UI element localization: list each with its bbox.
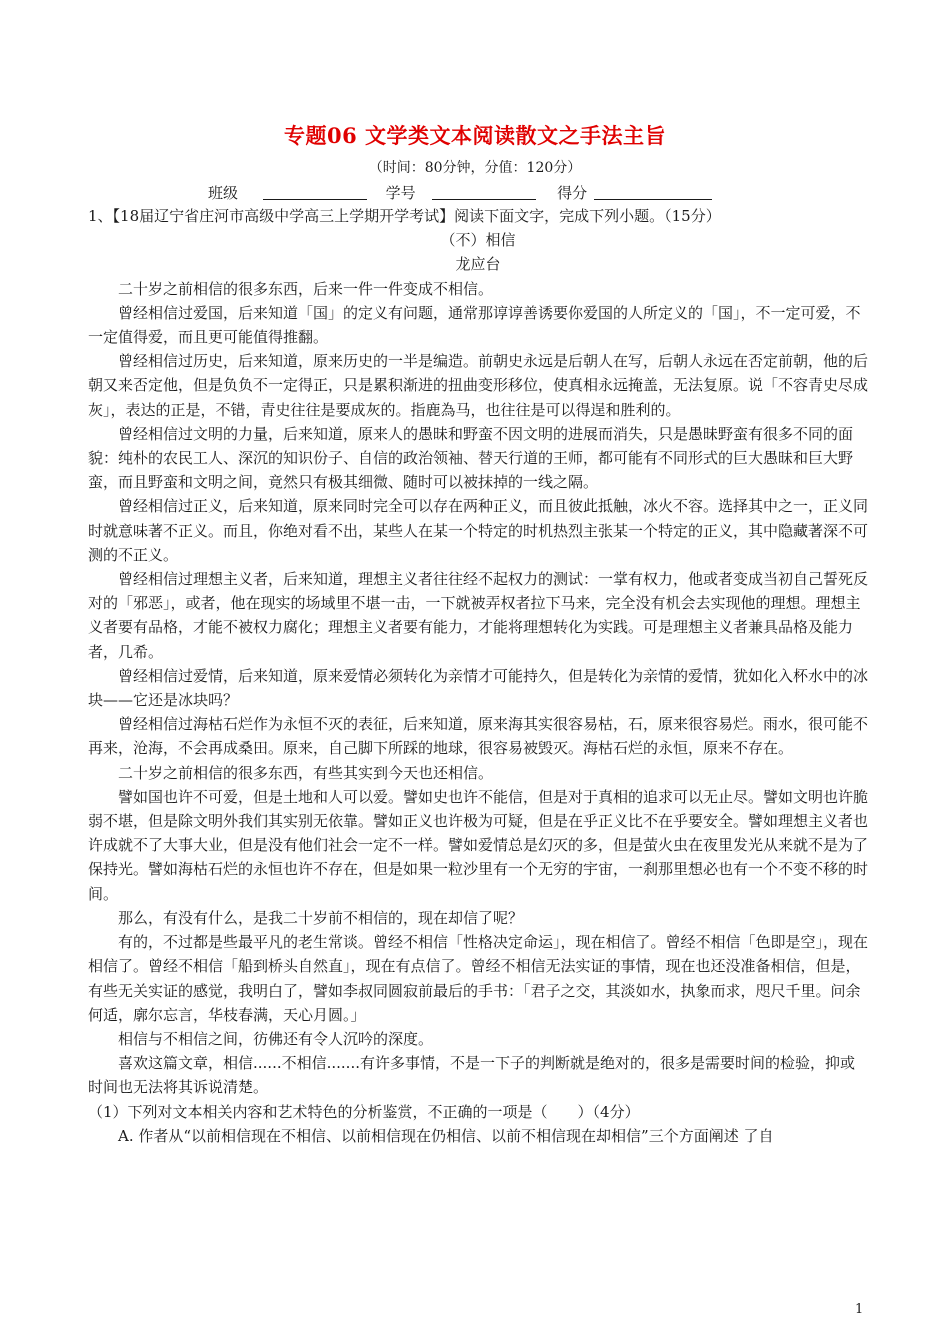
- paragraph: 譬如国也许不可爱，但是土地和人可以爱。譬如史也许不能信，但是对于真相的追求可以无止尽。譬如文明也许脆弱不堪，但是除文明外我们其实别无依靠。譬如正义也许极为可疑，但是在乎正义比不在乎要安全。譬如理想主义者也许成就不了大事大业，但是没有他们社会一定不一样。譬如爱情总是幻灭的多，但是萤火虫在夜里发光从来就不是为了保持光。譬如海枯石烂的永恒也许不存在，但是如果一粒沙里有一个无穷的宇宙，一刹那里想必也有一个不变不移的时间。: [88, 787, 869, 903]
- paragraph: 曾经相信过文明的力量，后来知道，原来人的愚昧和野蛮不因文明的进展而消失，只是愚昧野蛮有很多不同的面貌：纯朴的农民工人、深沉的知识份子、自信的政治领袖、替天行道的王师，都可能有不同形式的巨大愚昧和巨大野蛮，而且野蛮和文明之间，竟然只有极其细微、随时可以被抹掉的一线之隔。: [88, 424, 854, 492]
- sub-question-1: （1）下列对文本相关内容和艺术特色的分析鉴赏，不正确的一项是（ ）（4分）: [88, 1102, 640, 1121]
- student-number-label: 学号: [385, 184, 416, 202]
- class-blank[interactable]: [263, 183, 367, 200]
- paragraph: 那么，有没有什么，是我二十岁前不相信的，现在却信了呢？: [118, 908, 524, 927]
- document-body: [88, 204, 868, 1148]
- question-1-header: 1、【18届辽宁省庄河市高级中学高三上学期开学考试】阅读下面文字，完成下列小题。（15分）: [88, 207, 721, 225]
- score-blank[interactable]: [594, 183, 712, 200]
- class-label: 班级: [208, 184, 239, 202]
- student-number-blank[interactable]: [432, 183, 536, 200]
- paragraph: 曾经相信过理想主义者，后来知道，理想主义者往往经不起权力的测试：一掌有权力，他或者变成当初自己誓死反对的「邪恶」，或者，他在现实的场域里不堪一击，一下就被弄权者拉下马来，完全没有机会去实现他的理想。理想主义者要有品格，才能不被权力腐化；理想主义者要有能力，才能将理想转化为实践。可是理想主义者兼具品格及能力者，几希。: [88, 570, 869, 661]
- page-number: 1: [855, 1302, 864, 1317]
- paragraph: 曾经相信过海枯石烂作为永恒不灭的表征，后来知道，原来海其实很容易枯，石，原来很容易烂。雨水，很可能不再来，沧海，不会再成桑田。原来，自己脚下所踩的地球，很容易被毁灭。海枯石烂的永恒，原来不存在。: [88, 715, 869, 758]
- paragraph: 二十岁之前相信的很多东西，后来一件一件变成不相信。: [118, 279, 494, 298]
- essay-author: 龙应台: [455, 255, 501, 274]
- exam-time-score: （时间：80分钟，分值：120分）: [368, 160, 582, 176]
- document-title: 专题06 文学类文本阅读散文之手法主旨: [283, 123, 667, 148]
- paragraph: 曾经相信过爱情，后来知道，原来爱情必须转化为亲情才可能持久，但是转化为亲情的爱情，犹如化入杯水中的冰块——它还是冰块吗？: [88, 666, 869, 710]
- student-info-row: [208, 182, 712, 203]
- paragraph: 曾经相信过历史，后来知道，原来历史的一半是编造。前朝史永远是后朝人在写，后朝人永远在否定前朝，他的后朝又来否定他，但是负负不一定得正，只是累积渐进的扭曲变形移位，使真相永远掩盖，无法复原。说「不容青史尽成灰」，表达的正是，不错，青史往往是要成灰的。指鹿為马，也往往是可以得逞和胜利的。: [88, 352, 869, 419]
- paragraph: 相信与不相信之间，彷佛还有令人沉吟的深度。: [118, 1029, 434, 1048]
- score-label: 得分: [557, 184, 588, 202]
- paragraph: 曾经相信过正义，后来知道，原来同时完全可以存在两种正义，而且彼此抵触，冰火不容。选择其中之一，正义同时就意味著不正义。而且，你绝对看不出，某些人在某一个特定的时机热烈主张某一个特定的正义，其中隐藏著深不可测的不正义。: [88, 497, 869, 564]
- paragraph: 二十岁之前相信的很多东西，有些其实到今天也还相信。: [118, 763, 494, 782]
- paragraph: 喜欢这篇文章，相信......不相信.......有许多事情，不是一下子的判断就是绝对的，很多是需要时间的检验，抑或时间也无法将其诉说清楚。: [88, 1054, 855, 1097]
- paragraph: 曾经相信过爱国，后来知道「国」的定义有问题，通常那谆谆善诱要你爱国的人所定义的「国」，不一定可爱，不一定值得爱，而且更可能值得推翻。: [88, 303, 861, 347]
- option-a: A. 作者从“以前相信现在不相信、以前相信现在仍相信、以前不相信现在却相信”三个方面阐述 了自: [118, 1126, 774, 1145]
- paragraph: 有的，不过都是些最平凡的老生常谈。曾经不相信「性格决定命运」，现在相信了。曾经不相信「色即是空」，现在相信了。曾经不相信「船到桥头自然直」，现在有点信了。曾经不相信无法实证的事情，现在也还没准备相信，但是，有些无关实证的感觉，我明白了，譬如李叔同圆寂前最后的手书：「君子之交，其淡如水，执象而求，咫尺千里。问余何适，廓尔忘言，华枝春满，天心月圆。」: [88, 933, 869, 1024]
- essay-title: （不）相信: [440, 231, 516, 250]
